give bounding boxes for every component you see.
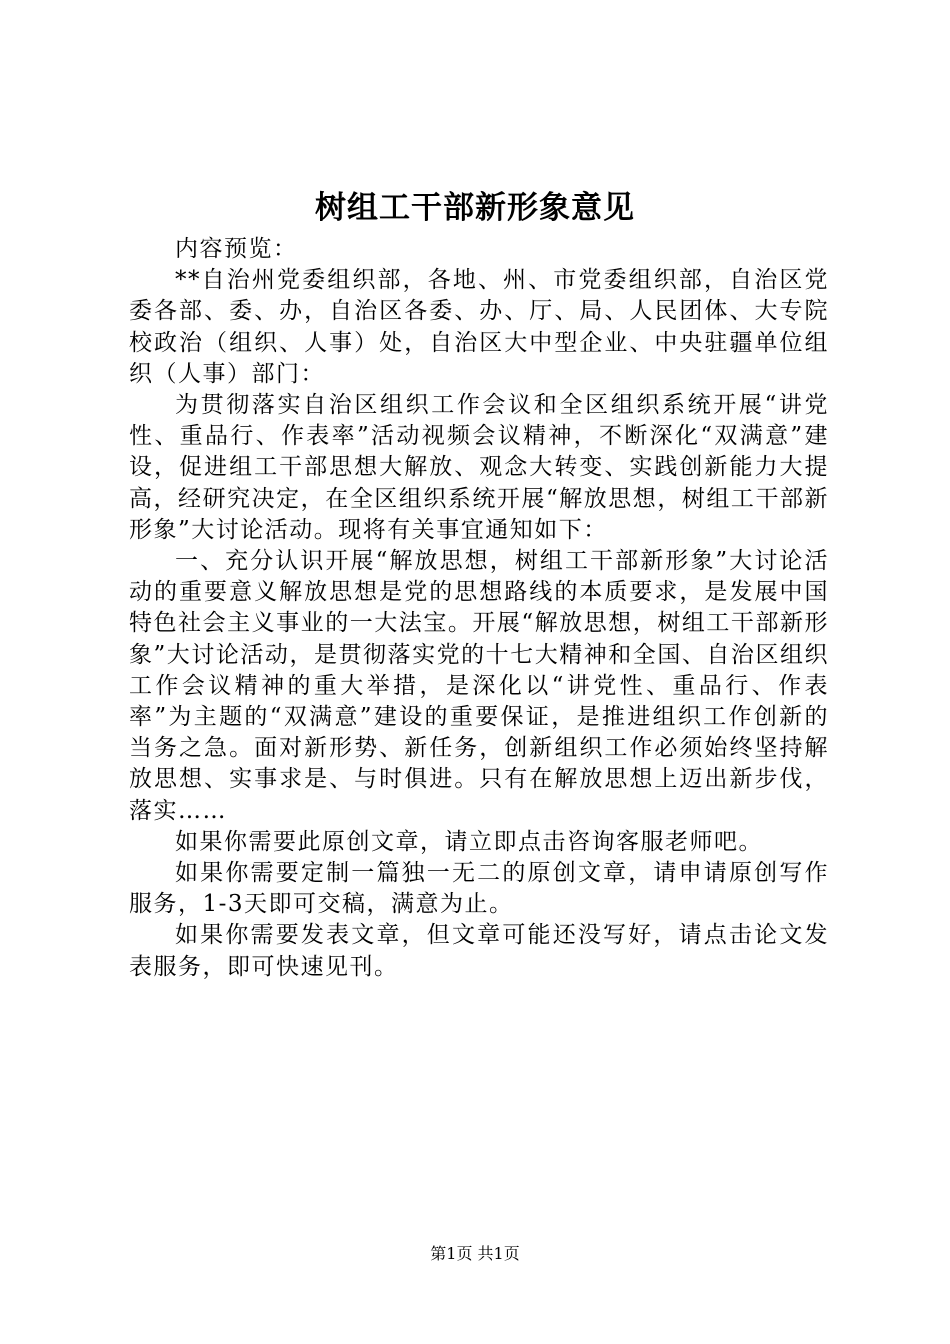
document-body: [129, 234, 829, 983]
preview-label: 内容预览：: [175, 236, 298, 262]
paragraph-consult-link[interactable]: 如果你需要此原创文章，请立即点击咨询客服老师吧。: [175, 828, 763, 855]
page-footer: 第1页 共1页: [430, 1244, 520, 1263]
paragraph-intro: 为贯彻落实自治区组织工作会议和全区组织系统开展“讲党性、重品行、作表率”活动视频会议精神，不断深化“双满意”建设，促进组工干部思想大解放、观念大转变、实践创新能力大提高，经研究决定，在全区组织系统开展“解放思想，树组工干部新形象”大讨论活动。现将有关事宜通知如下：: [129, 392, 829, 543]
paragraph-publishing-service[interactable]: 如果你需要发表文章，但文章可能还没写好，请点击论文发表服务，即可快速见刊。: [129, 922, 829, 980]
paragraph-recipients: **自治州党委组织部，各地、州、市党委组织部，自治区党委各部、委、办，自治区各委、办、厅、局、人民团体、大专院校政治（组织、人事）处，自治区大中型企业、中央驻疆单位组织（人事）部门：: [129, 267, 829, 387]
paragraph-custom-writing[interactable]: 如果你需要定制一篇独一无二的原创文章，请申请原创写作服务，1-3天即可交稿，满意为止。: [129, 860, 829, 918]
document-title: 树组工干部新形象意见: [315, 190, 635, 226]
paragraph-section-one: 一、充分认识开展“解放思想，树组工干部新形象”大讨论活动的重要意义解放思想是党的思想路线的本质要求，是发展中国特色社会主义事业的一大法宝。开展“解放思想，树组工干部新形象”大讨论活动，是贯彻落实党的十七大精神和全国、自治区组织工作会议精神的重大举措，是深化以“讲党性、重品行、作表率”为主题的“双满意”建设的重要保证，是推进组织工作创新的当务之急。面对新形势、新任务，创新组织工作必须始终坚持解放思想、实事求是、与时俱进。只有在解放思想上迈出新步伐，落实……: [129, 548, 829, 824]
